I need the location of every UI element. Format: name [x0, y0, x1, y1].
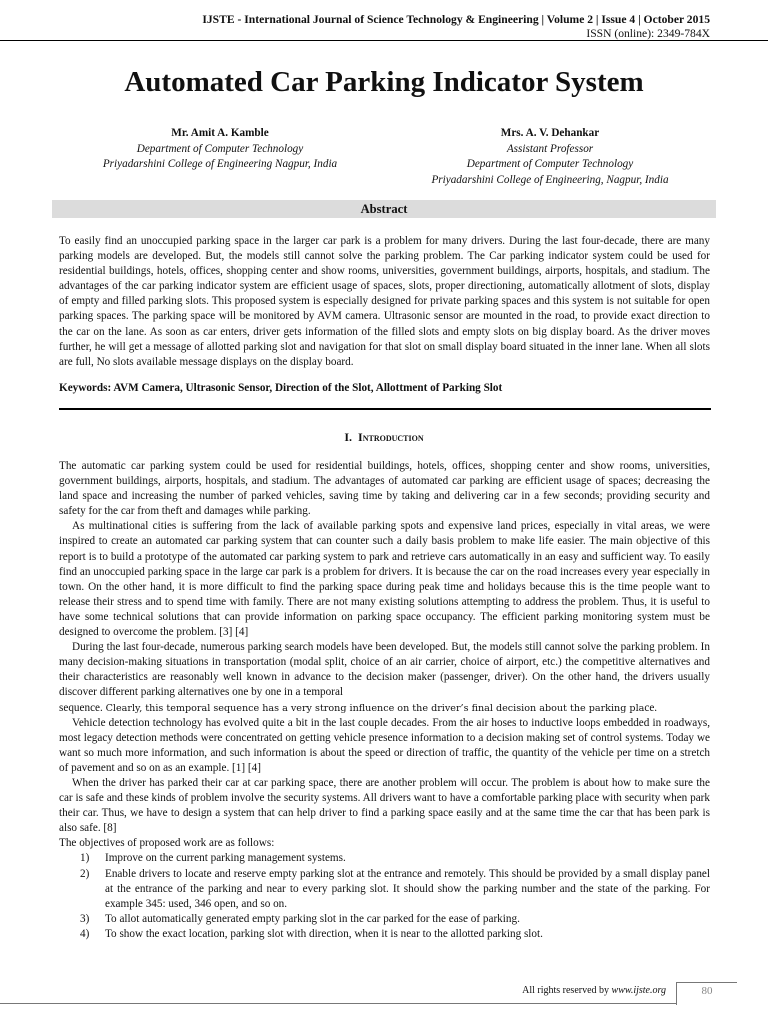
abstract-text: To easily find an unoccupied parking space in the larger car park is a problem for many drivers. During the last four-decade, there are many parking models are developed. But, the models still cannot solve the parking problem. The Car parking indicator system could be used for residential buildings, hotels, offices, shopping center and show rooms, universities, government buildings, airports, hospitals, and stadium. The advantages of the car parking indicator system are efficient usage of spaces, slots, proper directioning, automatically allotment of slots, display of empty and filled parking slots. This proposed system is especially designed for private parking spaces and this system is not suitable for open parking spaces. The parking space will be monitored by AVM camera. Ultrasonic sensor are mounted in the road, to provide exact direction to the car on the lane. As soon as car enters, driver gets information of the filled slots and empty slots on big display board. As the driver moves further, he will get a message of allotted parking slot and navigation for that slot on small display board situated in the inner lane. When all slots are full, No slots available message displays on the display board.	[59, 235, 710, 368]
paragraph: As multinational cities is suffering from the lack of available parking spots and expensive land prices, especially in vital areas, we were inspired to create an automated car parking system that can counter such a daily basis problem to make life easier. The main objective of this report is to build a prototype of the automated car parking system to park and retrieve cars automatically in an easy and sufficient way. To easily find an unoccupied parking space in the large car park is a problem for drivers. It is because the car on the road increases every year especially in town. On the other hand, it is more difficult to find the parking space during peak time and holidays because this is the time people want to release their stress and to spend time with family. There are not many existing solutions attempting to address the problem. Thus, it is useful to have some technical solutions that can provide information on parking space occupancy. The efficient parking monitoring system must be designed to overcome the problem. [3] [4]	[59, 520, 710, 639]
author-affiliation: Priyadarshini College of Engineering, Nagpur, India	[431, 173, 669, 186]
author-block-1	[50, 126, 390, 173]
list-item	[59, 851, 710, 866]
list-item-text: To show the exact location, parking slot with direction, when it is near to the allotted parking slot.	[105, 927, 543, 940]
section-title: Introduction	[358, 430, 424, 444]
list-number: 2)	[80, 867, 90, 880]
author-affiliation: Priyadarshini College of Engineering Nagpur, India	[102, 158, 338, 170]
emphasized-sentence: Clearly, this temporal sequence has a very strong influence on the driver’s final decision about the parking pla	[105, 702, 645, 714]
keywords: Keywords: AVM Camera, Ultrasonic Sensor, Direction of the Slot, Allottment of Parking Slot	[59, 382, 503, 394]
author-affiliation: Department of Computer Technology	[136, 142, 304, 155]
paper-title: Automated Car Parking Indicator System	[124, 66, 644, 98]
objectives-intro: The objectives of proposed work are as follows:	[59, 837, 275, 850]
list-item	[59, 867, 710, 912]
keywords-rule	[59, 408, 711, 410]
list-number: 3)	[80, 912, 90, 925]
footer-rights	[522, 985, 666, 997]
list-item-text: To allot automatically generated empty parking slot in the car parked for the ease of parking.	[105, 912, 520, 925]
author-block-2	[380, 126, 720, 188]
introduction-body	[59, 459, 710, 942]
abstract-heading: Abstract	[52, 200, 716, 218]
list-item	[59, 912, 710, 927]
paragraph-continuation	[59, 701, 710, 716]
list-number: 1)	[80, 852, 90, 865]
sentence-fragment: ce.	[644, 701, 658, 714]
author-name: Mr. Amit A. Kamble	[171, 127, 269, 139]
page-number: 80	[701, 985, 713, 997]
paragraph: When the driver has parked their car at car parking space, there are another problem will occur. The problem is about how to make sure the car is safe and these kinds of problem involve the security systems. All drivers want to have a comfortable parking place with security when park their car. Thus, we have to design a system that can help driver to find a parking space easily and at the same time the car that has been park is also safe. [8]	[59, 776, 710, 835]
section-number: I.	[344, 430, 353, 444]
list-item-text: Enable drivers to locate and reserve empty parking slot at the entrance and remotely. This should be provided by a small display panel at the entrance of the parking and near to every parking slot. It should show the parking number and the state of the parking. For example 345: used, 346 open, and so on.	[105, 867, 710, 910]
list-number: 4)	[80, 927, 90, 940]
sentence-fragment: sequence.	[59, 701, 103, 714]
list-item	[59, 927, 710, 942]
objectives-list	[59, 851, 710, 942]
header-rule	[0, 40, 768, 41]
journal-header: IJSTE - International Journal of Science Technology & Engineering | Volume 2 | Issue 4 | October 2015	[202, 13, 710, 26]
author-name: Mrs. A. V. Dehankar	[500, 127, 600, 139]
author-affiliation: Department of Computer Technology	[466, 158, 634, 170]
rights-text: All rights reserved by	[522, 985, 610, 996]
paragraph: During the last four-decade, numerous parking search models have been developed. But, the models still cannot solve the parking problem. In many decision-making situations in transportation (modal split, choice of an air carrier, choice of airport, etc.) the competitive alternatives and their characteristics are reasonably well known in advance to the decision maker (passenger, driver). On the other hand, the drivers usually discover different parking alternatives one by one in a temporal	[59, 641, 710, 699]
site-link[interactable]: www.ijste.org	[611, 985, 666, 996]
paragraph: Vehicle detection technology has evolved quite a bit in the last couple decades. From the air hoses to inductive loops embedded in roadways, most legacy detection methods were concentrated on getting vehicle presence information to a decision making set of control systems. Today we want so much more information, and such information is about the speed or direction of traffic, the quantity of the vehicle per time on a stretch of pavement and so on as an example. [1] [4]	[59, 716, 710, 774]
section-heading	[0, 430, 768, 445]
footer-rule	[0, 1003, 676, 1004]
issn-line: ISSN (online): 2349-784X	[586, 27, 710, 40]
paragraph: The automatic car parking system could be used for residential buildings, hotels, offices, shopping center and show rooms, universities, government buildings, airports, hospitals, and stadium. The advantages of automated car parking are efficient usage of spaces; decreasing the land space and increasing the number of parked vehicles, saving time by taking and delivering car in a few seconds; providing security and safety for the car from theft and damages while parking.	[59, 460, 710, 518]
list-item-text: Improve on the current parking management systems.	[105, 852, 346, 865]
author-affiliation: Assistant Professor	[506, 142, 594, 155]
